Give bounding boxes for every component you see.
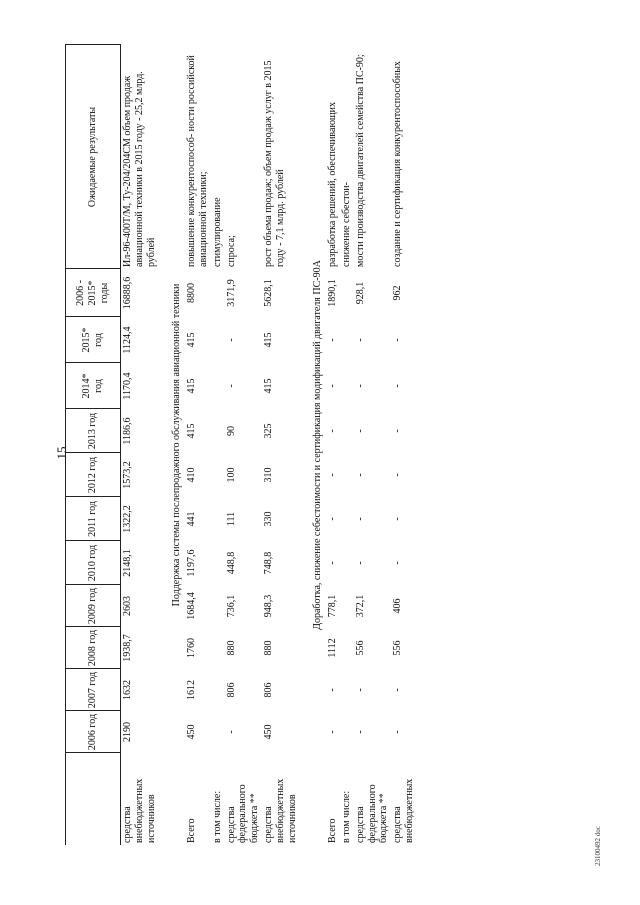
expected-result-cell: стимулирование — [211, 197, 223, 267]
column-header: 2010 год — [66, 541, 121, 585]
value-cell: 3171,9 — [225, 279, 237, 307]
value-cell: 880 — [225, 640, 237, 656]
table-row — [262, 45, 299, 845]
value-cell — [211, 453, 225, 497]
row-label: Всего — [327, 818, 339, 843]
value-cell: 2603 — [122, 596, 133, 616]
value-cell — [340, 627, 354, 669]
value-cell: 928,1 — [354, 281, 366, 305]
table-row — [121, 45, 159, 845]
column-header: 2011 год — [66, 497, 121, 541]
value-cell: 415 — [186, 423, 198, 439]
value-cell: 2148,1 — [122, 549, 133, 577]
value-cell: 880 — [262, 640, 274, 656]
spacer-row — [299, 45, 309, 845]
row-label: средства федерального бюджета ** — [225, 784, 261, 843]
row-label: средства внебюджетных источников — [122, 778, 157, 843]
value-cell: - — [392, 429, 404, 433]
value-cell — [340, 317, 354, 363]
value-cell: - — [327, 429, 339, 433]
table-body — [121, 45, 417, 845]
value-cell — [211, 669, 225, 711]
value-cell: - — [392, 338, 404, 342]
document-filename: 23100492 doc — [594, 826, 602, 866]
value-cell: 736,1 — [225, 594, 237, 618]
value-cell: 450 — [186, 724, 198, 740]
column-header: 2006 год — [66, 711, 121, 753]
table-row — [354, 45, 391, 845]
value-cell: - — [354, 730, 366, 734]
expected-result-cell: спроса; — [225, 235, 237, 267]
row-label: в том числе: — [211, 790, 223, 843]
table-row — [185, 45, 211, 845]
value-cell: 410 — [186, 467, 198, 483]
value-cell: 556 — [392, 640, 404, 656]
value-cell — [211, 711, 225, 753]
column-header: 2012 год — [66, 453, 121, 497]
value-cell: 5628,1 — [262, 279, 274, 307]
value-cell: 1573,2 — [122, 461, 133, 489]
value-cell: 748,8 — [262, 551, 274, 575]
value-cell: 2190 — [122, 722, 133, 742]
value-cell: 1170,4 — [122, 372, 133, 400]
value-cell: - — [392, 561, 404, 565]
value-cell: 16888,6 — [122, 276, 133, 310]
value-cell — [211, 363, 225, 409]
value-cell: 448,8 — [225, 551, 237, 575]
value-cell: - — [225, 384, 237, 388]
table-header-row — [66, 45, 121, 845]
value-cell: - — [327, 517, 339, 521]
column-header: 2007 год — [66, 669, 121, 711]
value-cell: 806 — [262, 682, 274, 698]
value-cell — [340, 409, 354, 453]
value-cell: - — [392, 517, 404, 521]
rotated-table-sheet — [65, 45, 565, 845]
value-cell: 962 — [392, 285, 404, 301]
value-cell — [211, 317, 225, 363]
value-cell — [340, 711, 354, 753]
value-cell: - — [327, 338, 339, 342]
value-cell: 1124,4 — [122, 326, 133, 354]
value-cell: 1186,6 — [122, 417, 133, 445]
value-cell: 450 — [262, 724, 274, 740]
value-cell: - — [354, 429, 366, 433]
value-cell: - — [225, 338, 237, 342]
value-cell: 1890,1 — [327, 279, 339, 307]
value-cell: - — [392, 730, 404, 734]
value-cell: 372,1 — [354, 594, 366, 618]
value-cell: - — [392, 688, 404, 692]
value-cell: - — [327, 730, 339, 734]
table-row — [340, 45, 354, 845]
expected-result-cell: рост объема продаж; объем продаж услуг в 2015 году - 7,1 млрд. рублей — [262, 60, 286, 267]
value-cell: 806 — [225, 682, 237, 698]
column-header: 2008 год — [66, 627, 121, 669]
value-cell: - — [327, 688, 339, 692]
row-label: в том числе: — [340, 790, 352, 843]
value-cell: 415 — [262, 332, 274, 348]
column-header: 2014* год — [66, 363, 121, 409]
funding-table — [65, 45, 417, 846]
value-cell: 778,1 — [327, 594, 339, 618]
value-cell — [340, 363, 354, 409]
row-label: средства внебюджетных — [392, 778, 415, 843]
row-label: средства внебюджетных источников — [262, 778, 298, 843]
page-number: 15 — [54, 446, 69, 460]
value-cell — [340, 453, 354, 497]
spacer-row — [158, 45, 168, 845]
value-cell: 415 — [186, 378, 198, 394]
value-cell: - — [354, 517, 366, 521]
value-cell: 1632 — [122, 680, 133, 700]
value-cell: - — [354, 473, 366, 477]
value-cell: 90 — [225, 426, 237, 436]
value-cell — [340, 669, 354, 711]
value-cell: 948,3 — [262, 594, 274, 618]
value-cell: 330 — [262, 511, 274, 527]
value-cell: 1112 — [327, 638, 339, 658]
value-cell: - — [327, 473, 339, 477]
value-cell: - — [392, 473, 404, 477]
expected-result-cell: повышение конкурентоспособ- ности российской авиационной техники; — [186, 55, 209, 267]
value-cell — [211, 541, 225, 585]
value-cell: 406 — [392, 598, 404, 614]
value-cell — [340, 497, 354, 541]
row-label: Всего — [186, 818, 198, 843]
value-cell — [211, 409, 225, 453]
section-title: Доработка, снижение себестоимости и сертификация модификаций двигателя ПС-90А — [312, 260, 324, 630]
value-cell: 100 — [225, 467, 237, 483]
expected-result-cell: Ил-96-400Т/М, Ту-204/204СМ объем продаж авиационной техники в 2015 году - 25,2 млрд. рублей — [122, 71, 157, 267]
value-cell: - — [354, 384, 366, 388]
value-cell: 310 — [262, 467, 274, 483]
value-cell: 1197,6 — [186, 549, 198, 577]
value-cell: 325 — [262, 423, 274, 439]
value-cell: - — [354, 688, 366, 692]
table-row — [225, 45, 262, 845]
value-cell — [340, 269, 354, 317]
table-row — [391, 45, 417, 845]
value-cell — [211, 627, 225, 669]
value-cell: 556 — [354, 640, 366, 656]
value-cell — [340, 541, 354, 585]
section-title: Поддержка системы послепродажного обслуживания авиационной техники — [171, 283, 183, 607]
value-cell — [211, 269, 225, 317]
column-header: Ожидаемые результаты — [66, 45, 121, 269]
value-cell — [211, 585, 225, 627]
column-header — [66, 753, 121, 845]
value-cell: - — [327, 561, 339, 565]
value-cell: - — [225, 730, 237, 734]
value-cell: 1612 — [186, 680, 198, 700]
value-cell — [340, 585, 354, 627]
column-header: 2015* год — [66, 317, 121, 363]
value-cell: - — [327, 384, 339, 388]
value-cell: 415 — [262, 378, 274, 394]
value-cell: 441 — [186, 511, 198, 527]
value-cell: 8800 — [186, 283, 198, 303]
value-cell — [211, 497, 225, 541]
column-header: 2006 - 2015* годы — [66, 269, 121, 317]
value-cell: 1938,7 — [122, 634, 133, 662]
section-title-row — [168, 45, 185, 845]
value-cell: - — [354, 338, 366, 342]
column-header: 2009 год — [66, 585, 121, 627]
value-cell: 1322,2 — [122, 505, 133, 533]
value-cell: 1760 — [186, 638, 198, 658]
table-row — [211, 45, 225, 845]
expected-result-cell: разработка решений, обеспечивающих — [327, 102, 339, 267]
expected-result-cell: снижение себестои- — [340, 182, 352, 267]
expected-result-cell: мости производства двигателей семейства ПС-90; — [354, 54, 366, 267]
column-header: 2013 год — [66, 409, 121, 453]
value-cell: - — [392, 384, 404, 388]
value-cell: 415 — [186, 332, 198, 348]
value-cell: 1684,4 — [186, 592, 198, 620]
section-title-row — [309, 45, 326, 845]
value-cell: - — [354, 561, 366, 565]
value-cell: 111 — [225, 511, 237, 527]
row-label: средства федерального бюджета ** — [354, 784, 390, 843]
expected-result-cell: создание и сертификация конкурентоспособных — [392, 61, 404, 267]
table-row — [326, 45, 340, 845]
